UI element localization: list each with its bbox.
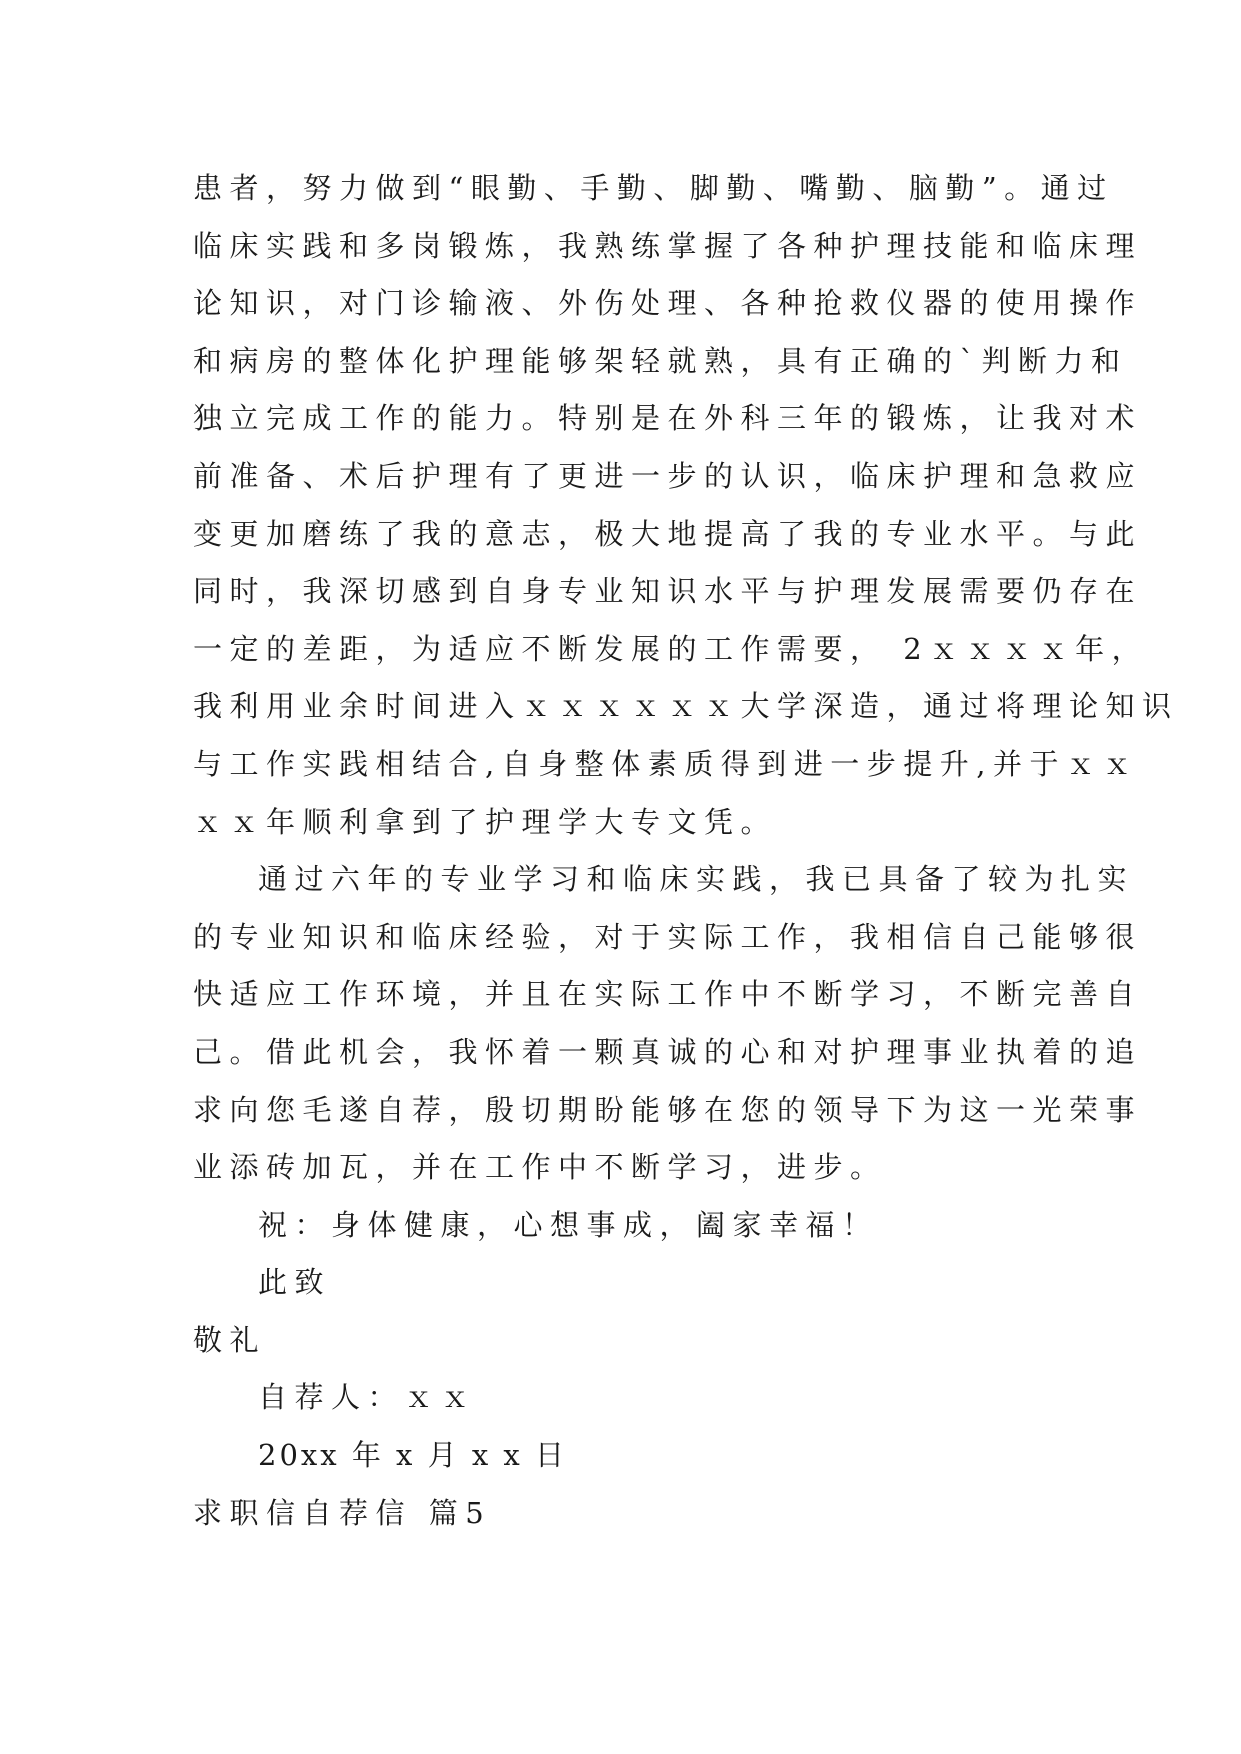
text-line: 变更加磨练了我的意志，极大地提高了我的专业水平。与此 xyxy=(193,516,1143,551)
text-line: 临床实践和多岗锻炼，我熟练掌握了各种护理技能和临床理 xyxy=(193,228,1143,263)
text-line: ｘｘ年顺利拿到了护理学大专文凭。 xyxy=(193,804,778,839)
text-line: 通过六年的专业学习和临床实践，我已具备了较为扎实 xyxy=(258,862,1135,897)
text-line: 的专业知识和临床经验，对于实际工作，我相信自己能够很 xyxy=(193,919,1143,954)
text-line: 求向您毛遂自荐，殷切期盼能够在您的领导下为这一光荣事 xyxy=(193,1092,1143,1127)
text-line: 独立完成工作的能力。特别是在外科三年的锻炼，让我对术 xyxy=(193,401,1143,436)
text-line: 己。借此机会，我怀着一颗真诚的心和对护理事业执着的追 xyxy=(193,1034,1143,1069)
text-line: 前准备、术后护理有了更进一步的认识，临床护理和急救应 xyxy=(193,458,1143,493)
text-line: 快适应工作环境，并且在实际工作中不断学习，不断完善自 xyxy=(193,977,1143,1012)
closing-regards: 敬礼 xyxy=(193,1322,267,1357)
text-line: 与工作实践相结合,自身整体素质得到进一步提升,并于ｘｘ xyxy=(193,746,1139,781)
paragraph-1 xyxy=(193,160,1179,851)
wishes-line: 祝：身体健康，心想事成，阖家幸福！ xyxy=(258,1207,879,1242)
paragraph-2 xyxy=(193,851,1143,1197)
text-line: 患者，努力做到“眼勤、手勤、脚勤、嘴勤、脑勤”。通过 xyxy=(193,171,1114,205)
text-line: 我利用业余时间进入ｘｘｘｘｘｘ大学深造，通过将理论知识 xyxy=(193,689,1179,724)
text-line: 业添砖加瓦，并在工作中不断学习，进步。 xyxy=(193,1150,887,1185)
closing-salutation: 此致 xyxy=(258,1265,332,1300)
date-line: 20xx 年 x 月 x x 日 xyxy=(258,1438,567,1473)
letter-body xyxy=(193,160,1179,1542)
text-line: 论知识，对门诊输液、外伤处理、各种抢救仪器的使用操作 xyxy=(193,286,1143,321)
text-line: 同时，我深切感到自身专业知识水平与护理发展需要仍存在 xyxy=(193,574,1143,609)
text-line: 和病房的整体化护理能够架轻就熟，具有正确的`判断力和 xyxy=(193,343,1128,378)
signer-line: 自荐人：ｘｘ xyxy=(258,1380,478,1415)
text-line: 一定的差距，为适应不断发展的工作需要， 2ｘｘｘｘ年， xyxy=(193,631,1149,666)
next-section-title: 求职信自荐信 篇5 xyxy=(193,1495,492,1530)
